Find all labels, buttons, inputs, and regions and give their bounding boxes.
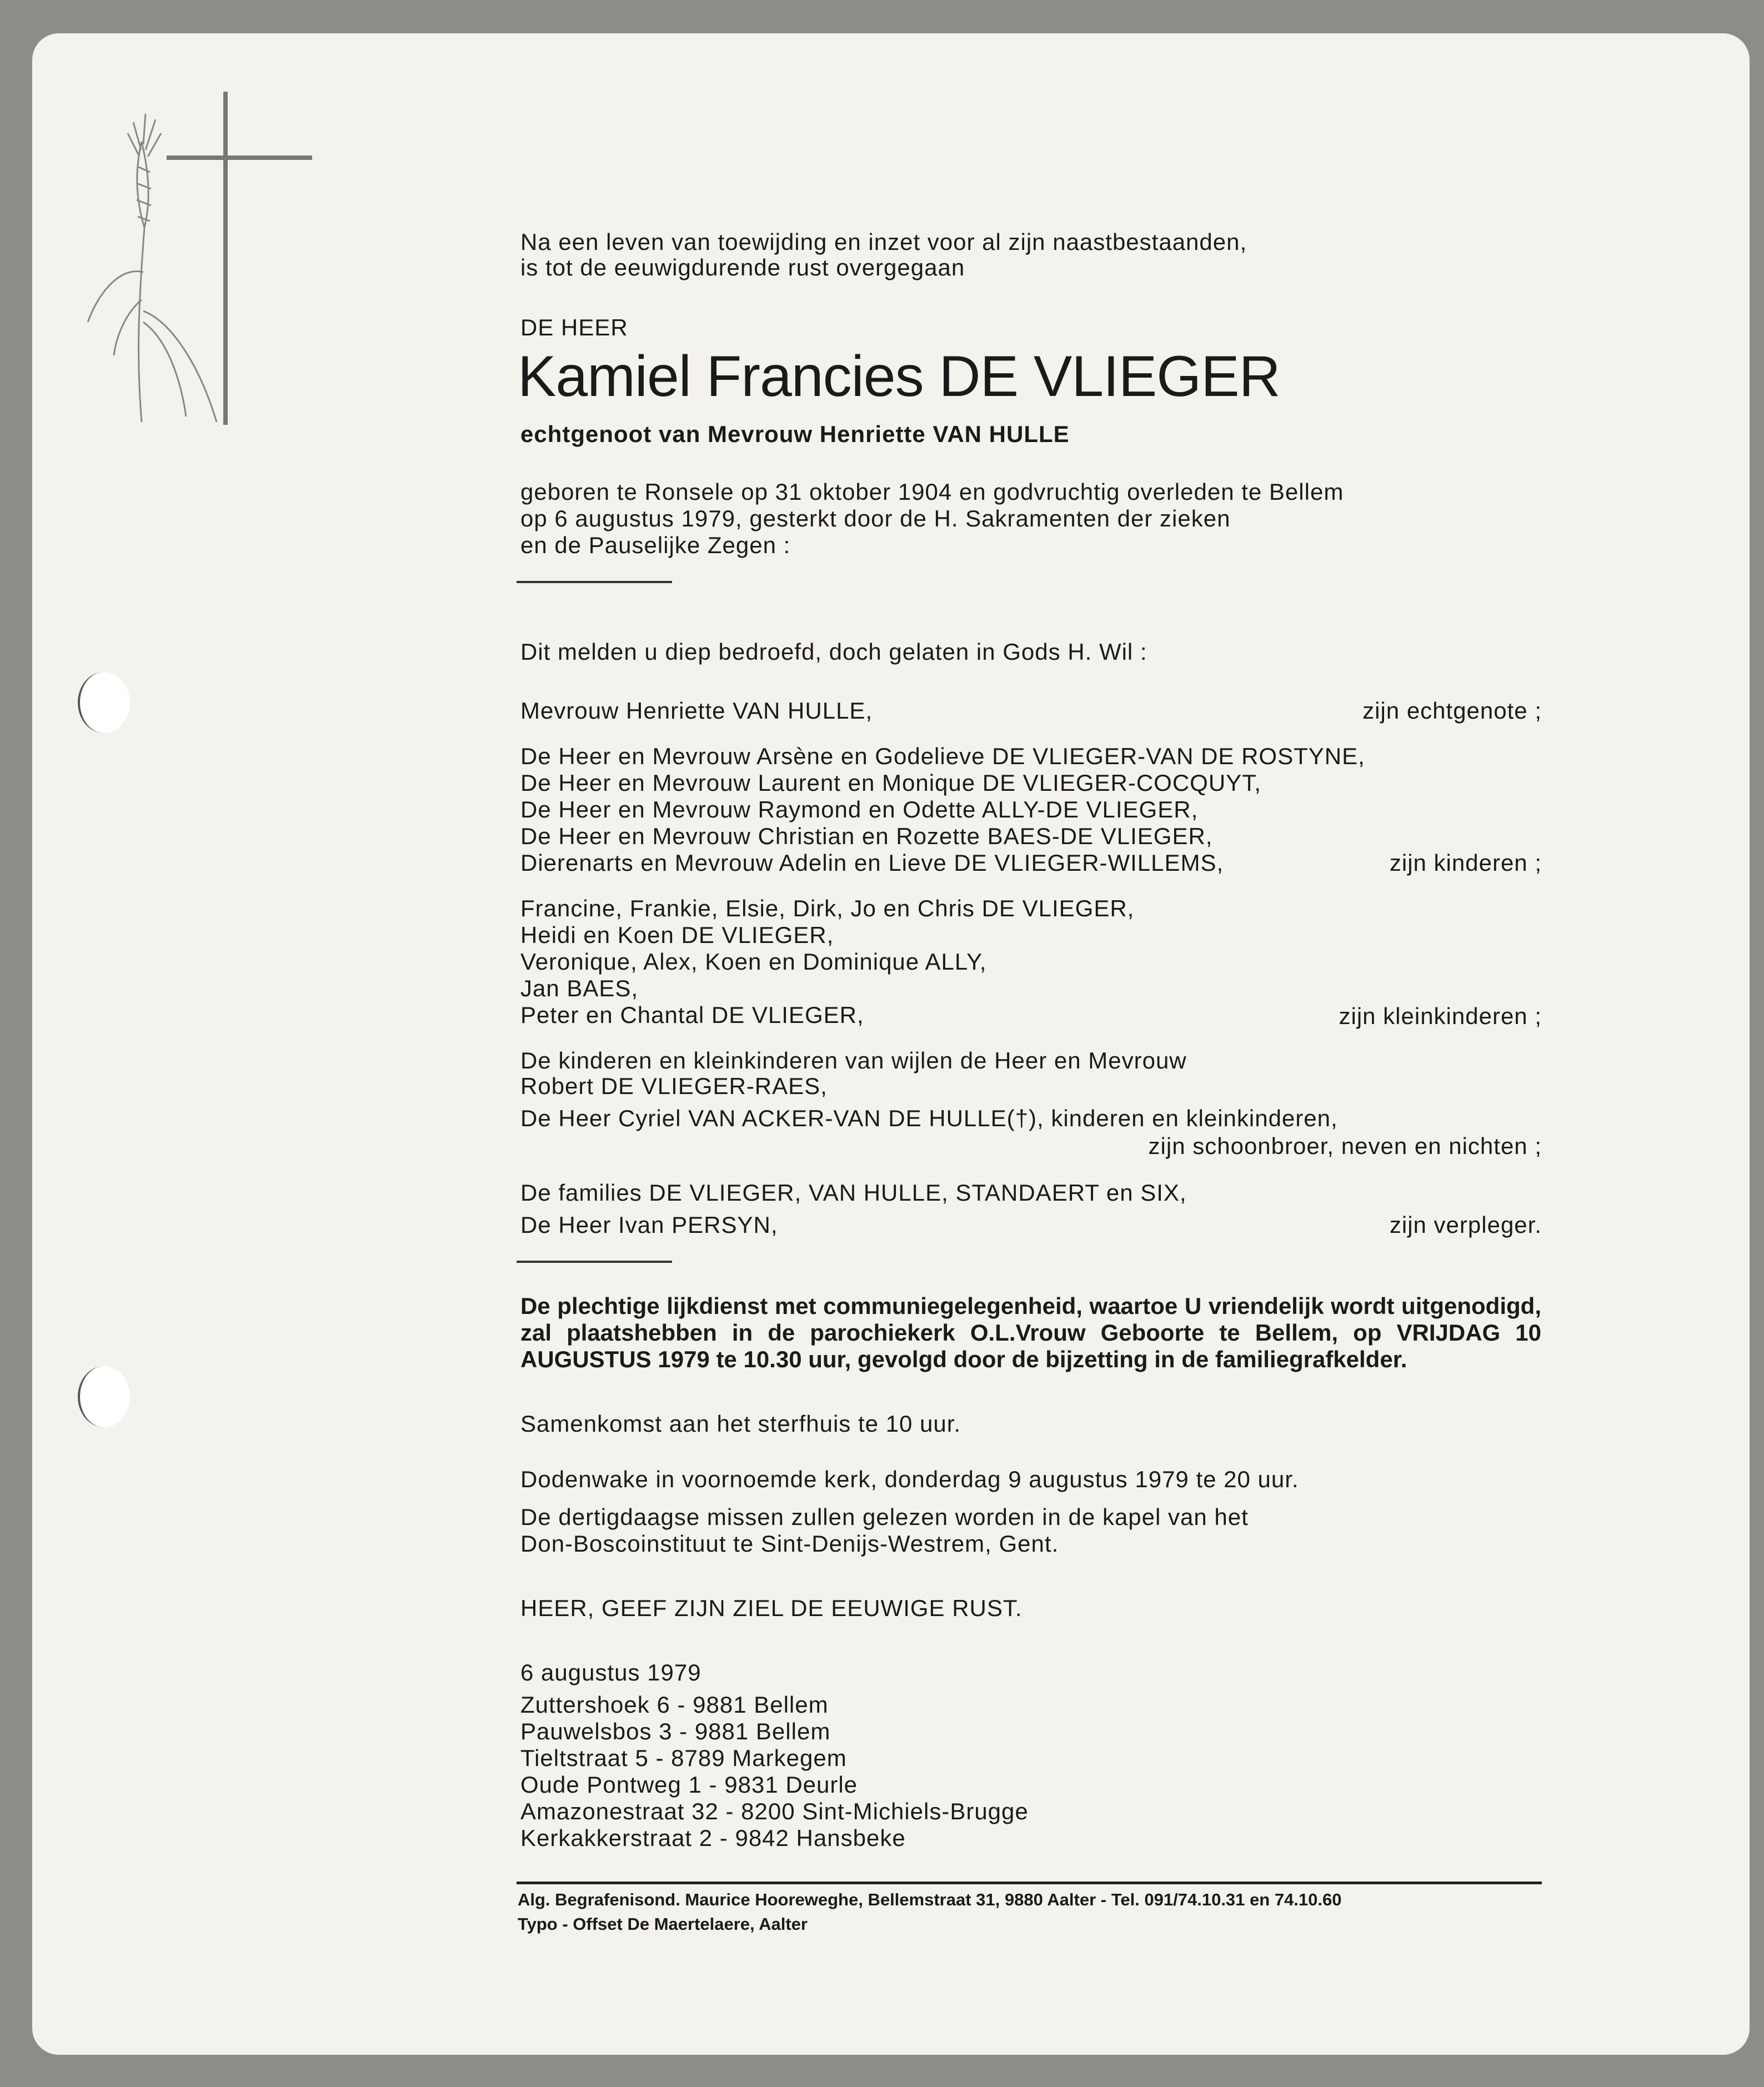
- address-1: Zuttershoek 6 - 9881 Bellem: [520, 1692, 829, 1718]
- caregiver-relation: zijn verpleger.: [1389, 1212, 1542, 1238]
- relatives-line-2: Robert DE VLIEGER-RAES,: [520, 1073, 828, 1099]
- child-line-3: De Heer en Mevrouw Raymond en Odette ALLY-DE VLIEGER,: [520, 796, 1199, 822]
- wake-line: Dodenwake in voornoemde kerk, donderdag 9 augustus 1979 te 20 uur.: [520, 1466, 1299, 1492]
- grandchildren-relation: zijn kleinkinderen ;: [1339, 1003, 1542, 1029]
- divider-2: [517, 1261, 672, 1263]
- grandchild-line-3: Veronique, Alex, Koen en Dominique ALLY,: [520, 949, 987, 975]
- funeral-service: De plechtige lijkdienst met communiegelegenheid, waartoe U vriendelijk wordt uitgenodigd, zal plaatshebben in de parochiekerk O.L.Vrouw Geboorte te Bellem, op VRIJDAG 10 AUGUSTUS 1979 te 10.30 uur, gevolgd door de bijzetting in de familiegrafkelder.: [520, 1293, 1541, 1372]
- notice-date: 6 augustus 1979: [520, 1659, 701, 1685]
- grandchild-line-4: Jan BAES,: [520, 975, 639, 1001]
- child-line-2: De Heer en Mevrouw Laurent en Monique DE VLIEGER-COCQUYT,: [520, 770, 1261, 796]
- child-line-4: De Heer en Mevrouw Christian en Rozette BAES-DE VLIEGER,: [520, 823, 1213, 849]
- birth-death-line-1: geboren te Ronsele op 31 oktober 1904 en godvruchtig overleden te Bellem: [520, 479, 1344, 505]
- gathering-line: Samenkomst aan het sterfhuis te 10 uur.: [520, 1411, 961, 1437]
- footer-line-1: Alg. Begrafenisond. Maurice Hooreweghe, Bellemstraat 31, 9880 Aalter - Tel. 091/74.10.31 en 74.10.60: [518, 1890, 1342, 1909]
- title-prefix: DE HEER: [520, 314, 628, 340]
- address-6: Kerkakkerstraat 2 - 9842 Hansbeke: [520, 1825, 906, 1851]
- grandchild-line-1: Francine, Frankie, Elsie, Dirk, Jo en Chris DE VLIEGER,: [520, 895, 1135, 921]
- address-3: Tieltstraat 5 - 8789 Markegem: [520, 1745, 847, 1771]
- masses-line-1: De dertigdaagse missen zullen gelezen worden in de kapel van het: [520, 1504, 1249, 1530]
- address-2: Pauwelsbos 3 - 9881 Bellem: [520, 1718, 831, 1744]
- families-line: De families DE VLIEGER, VAN HULLE, STANDAERT en SIX,: [520, 1180, 1187, 1206]
- intro-line-1: Na een leven van toewijding en inzet voor al zijn naastbestaanden,: [520, 229, 1247, 255]
- birth-death-line-3: en de Pauselijke Zegen :: [520, 532, 791, 558]
- prayer-line: HEER, GEEF ZIJN ZIEL DE EEUWIGE RUST.: [520, 1595, 1023, 1621]
- masses-line-2: Don-Boscoinstituut te Sint-Denijs-Westrem, Gent.: [520, 1531, 1059, 1557]
- grandchild-line-2: Heidi en Koen DE VLIEGER,: [520, 922, 834, 948]
- spouse-relation: zijn echtgenote ;: [1362, 698, 1542, 724]
- footer-rule: [517, 1882, 1542, 1884]
- cross-wheat-icon: [83, 89, 317, 433]
- deceased-name: Kamiel Francies DE VLIEGER: [518, 344, 1280, 409]
- footer-line-2: Typo - Offset De Maertelaere, Aalter: [518, 1914, 808, 1934]
- address-4: Oude Pontweg 1 - 9831 Deurle: [520, 1772, 858, 1798]
- divider-1: [517, 581, 672, 583]
- spouse-name: Mevrouw Henriette VAN HULLE,: [520, 698, 873, 724]
- child-line-1: De Heer en Mevrouw Arsène en Godelieve DE VLIEGER-VAN DE ROSTYNE,: [520, 743, 1365, 769]
- intro-line-2: is tot de eeuwigdurende rust overgegaan: [520, 254, 965, 280]
- grandchild-line-5: Peter en Chantal DE VLIEGER,: [520, 1002, 864, 1028]
- punch-hole-bottom: [78, 1366, 130, 1427]
- children-relation: zijn kinderen ;: [1389, 850, 1542, 876]
- relatives-line-1: De kinderen en kleinkinderen van wijlen de Heer en Mevrouw: [520, 1047, 1187, 1073]
- address-5: Amazonestraat 32 - 8200 Sint-Michiels-Brugge: [520, 1798, 1029, 1824]
- relatives-relation: zijn schoonbroer, neven en nichten ;: [1148, 1133, 1542, 1159]
- caregiver-line: De Heer Ivan PERSYN,: [520, 1212, 778, 1238]
- relatives-line-3: De Heer Cyriel VAN ACKER-VAN DE HULLE(†), kinderen en kleinkinderen,: [520, 1105, 1338, 1131]
- punch-hole-top: [78, 672, 130, 733]
- announcement: Dit melden u diep bedroefd, doch gelaten in Gods H. Wil :: [520, 639, 1147, 665]
- child-line-5: Dierenarts en Mevrouw Adelin en Lieve DE VLIEGER-WILLEMS,: [520, 850, 1224, 876]
- spouse-line: echtgenoot van Mevrouw Henriette VAN HULLE: [520, 421, 1070, 447]
- birth-death-line-2: op 6 augustus 1979, gesterkt door de H. Sakramenten der zieken: [520, 505, 1231, 531]
